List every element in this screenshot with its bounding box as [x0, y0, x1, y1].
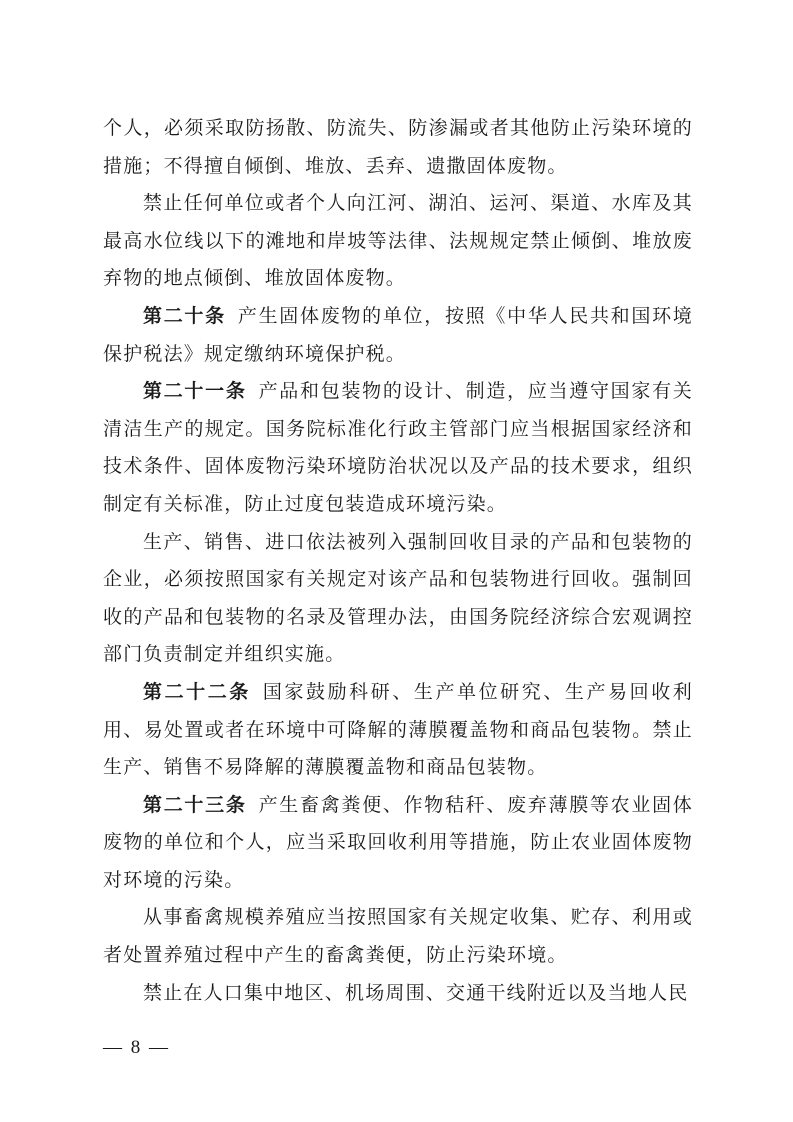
- article-20: [103, 298, 693, 373]
- paragraph-text: 国家鼓励科研、生产单位研究、生产易回收利用、易处置或者在环境中可降解的薄膜覆盖物和商品包装物。禁止生产、销售不易降解的薄膜覆盖物和商品包装物。: [103, 680, 693, 779]
- paragraph-8: [103, 899, 693, 974]
- paragraph-text: 从事畜禽规模养殖应当按照国家有关规定收集、贮存、利用或者处置养殖过程中产生的畜禽粪便，防止污染环境。: [103, 906, 693, 967]
- paragraph-text: 产生固体废物的单位，按照《中华人民共和国环境保护税法》规定缴纳环境保护税。: [103, 304, 693, 365]
- paragraph-9: [103, 975, 693, 1013]
- paragraph-2: [103, 185, 693, 298]
- article-heading: 第二十二条: [143, 680, 251, 703]
- paragraph-text: 禁止在人口集中地区、机场周围、交通干线附近以及当地人民: [143, 981, 689, 1004]
- paragraph-text: 产品和包装物的设计、制造，应当遵守国家有关清洁生产的规定。国务院标准化行政主管部门应当根据国家经济和技术条件、固体废物污染环境防治状况以及产品的技术要求，组织制定有关标准，防止过度包装造成环境污染。: [103, 380, 693, 515]
- article-heading: 第二十条: [143, 304, 226, 327]
- paragraph-text: 生产、销售、进口依法被列入强制回收目录的产品和包装物的企业，必须按照国家有关规定对该产品和包装物进行回收。强制回收的产品和包装物的名录及管理办法，由国务院经济综合宏观调控部门负责制定并组织实施。: [103, 530, 693, 666]
- article-23: [103, 787, 693, 900]
- article-22: [103, 674, 693, 787]
- page-number: — 8 —: [103, 1037, 170, 1058]
- article-heading: 第二十一条: [143, 380, 247, 403]
- article-21: [103, 373, 693, 523]
- paragraph-text: 个人，必须采取防扬散、防流失、防渗漏或者其他防止污染环境的措施；不得擅自倾倒、堆放、丢弃、遗撒固体废物。: [103, 117, 693, 177]
- paragraph-5: [103, 524, 693, 674]
- article-heading: 第二十三条: [143, 793, 247, 816]
- document-body: [103, 110, 693, 1012]
- paragraph-text: 产生畜禽粪便、作物秸秆、废弃薄膜等农业固体废物的单位和个人，应当采取回收利用等措施，防止农业固体废物对环境的污染。: [103, 793, 693, 891]
- paragraph-1: [103, 110, 693, 185]
- paragraph-text: 禁止任何单位或者个人向江河、湖泊、运河、渠道、水库及其最高水位线以下的滩地和岸坡等法律、法规规定禁止倾倒、堆放废弃物的地点倾倒、堆放固体废物。: [103, 192, 693, 290]
